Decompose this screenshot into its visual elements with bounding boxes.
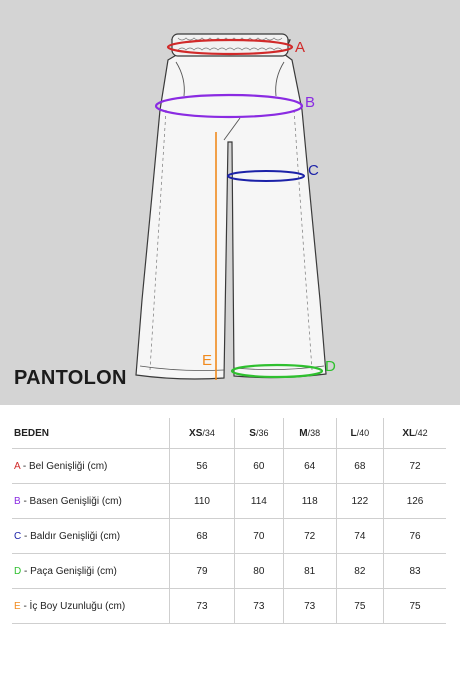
table-cell: 73 bbox=[170, 589, 235, 624]
pants-outline bbox=[136, 40, 326, 379]
table-cell: 73 bbox=[234, 589, 283, 624]
row-label-b: B - Basen Genişliği (cm) bbox=[12, 484, 170, 519]
table-cell: 64 bbox=[283, 449, 336, 484]
table-cell: 56 bbox=[170, 449, 235, 484]
table-cell: 75 bbox=[336, 589, 383, 624]
size-table-panel bbox=[0, 405, 460, 690]
header-size-xl: XL/42 bbox=[384, 418, 446, 449]
table-cell: 122 bbox=[336, 484, 383, 519]
header-beden: BEDEN bbox=[12, 418, 170, 449]
row-label-d: D - Paça Genişliği (cm) bbox=[12, 554, 170, 589]
table-cell: 80 bbox=[234, 554, 283, 589]
measure-e-label: E bbox=[202, 352, 213, 369]
table-cell: 68 bbox=[336, 449, 383, 484]
measure-b-label: B bbox=[305, 94, 316, 111]
table-cell: 74 bbox=[336, 519, 383, 554]
table-cell: 118 bbox=[283, 484, 336, 519]
table-cell: 72 bbox=[384, 449, 446, 484]
row-label-e: E - İç Boy Uzunluğu (cm) bbox=[12, 589, 170, 624]
header-size-m: M/38 bbox=[283, 418, 336, 449]
measure-a-label: A bbox=[295, 39, 306, 56]
table-cell: 79 bbox=[170, 554, 235, 589]
table-row bbox=[12, 519, 446, 554]
table-cell: 83 bbox=[384, 554, 446, 589]
table-cell: 110 bbox=[170, 484, 235, 519]
table-row bbox=[12, 484, 446, 519]
table-cell: 114 bbox=[234, 484, 283, 519]
row-label-c: C - Baldır Genişliği (cm) bbox=[12, 519, 170, 554]
table-cell: 60 bbox=[234, 449, 283, 484]
table-cell: 70 bbox=[234, 519, 283, 554]
measure-d-label: D bbox=[325, 358, 336, 375]
header-size-s: S/36 bbox=[234, 418, 283, 449]
table-header-row bbox=[12, 418, 446, 449]
table-cell: 81 bbox=[283, 554, 336, 589]
header-size-xs: XS/34 bbox=[170, 418, 235, 449]
table-cell: 82 bbox=[336, 554, 383, 589]
table-cell: 75 bbox=[384, 589, 446, 624]
table-cell: 126 bbox=[384, 484, 446, 519]
table-row bbox=[12, 589, 446, 624]
table-row bbox=[12, 449, 446, 484]
size-table bbox=[12, 418, 446, 624]
row-label-a: A - Bel Genişliği (cm) bbox=[12, 449, 170, 484]
table-cell: 73 bbox=[283, 589, 336, 624]
table-cell: 76 bbox=[384, 519, 446, 554]
header-size-l: L/40 bbox=[336, 418, 383, 449]
measure-c-label: C bbox=[308, 162, 319, 179]
page-title: PANTOLON bbox=[14, 367, 127, 389]
table-row bbox=[12, 554, 446, 589]
table-cell: 72 bbox=[283, 519, 336, 554]
table-cell: 68 bbox=[170, 519, 235, 554]
